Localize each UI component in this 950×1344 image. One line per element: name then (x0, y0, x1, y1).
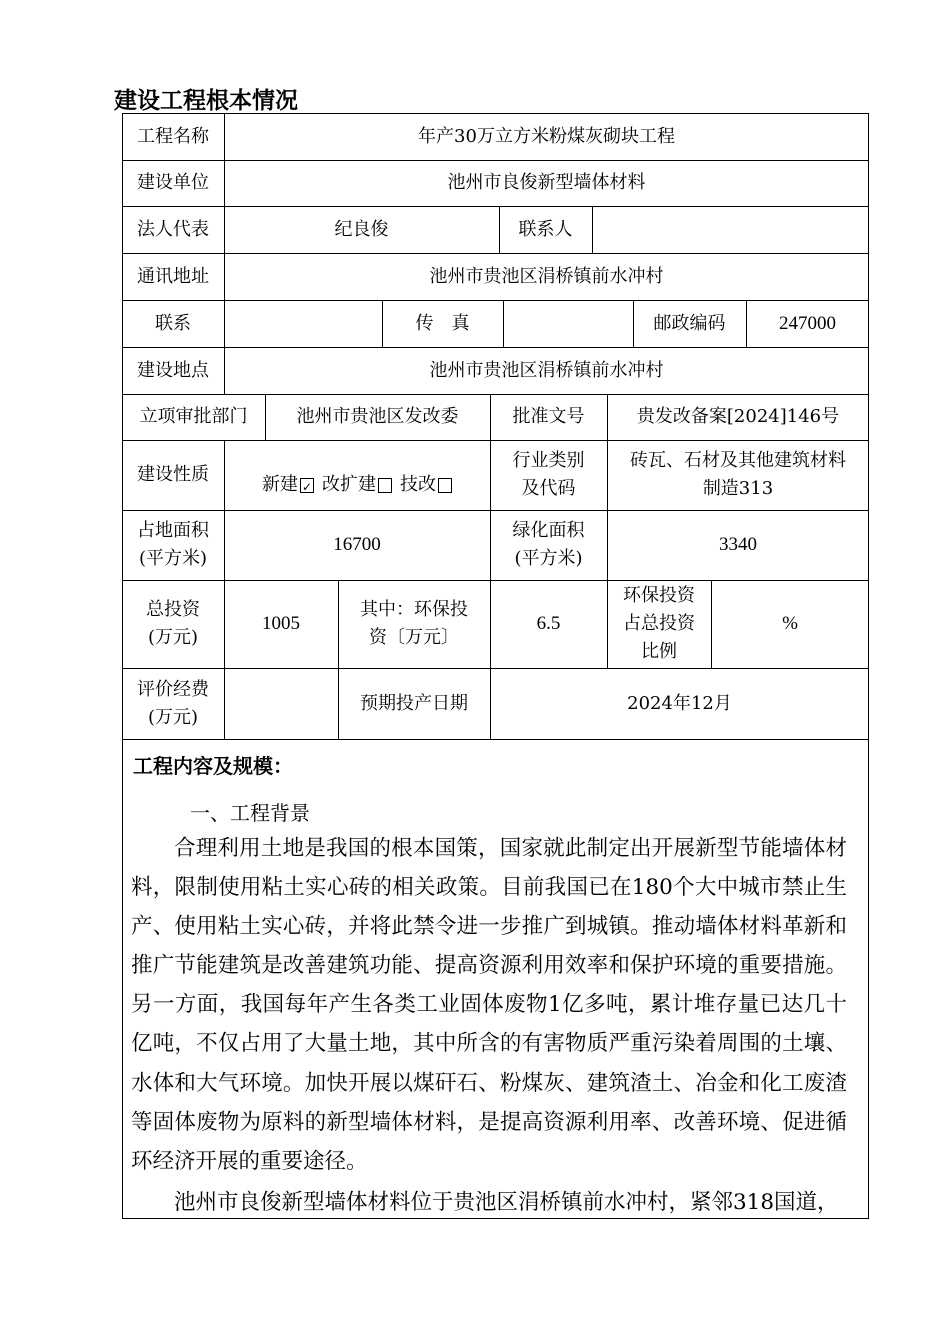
contact-label: 联系 (155, 312, 191, 334)
location-paragraph: 池州市良俊新型墙体材料位于贵池区涓桥镇前水冲村，紧邻318国道， (174, 1190, 839, 1215)
eval-fee-label-line1: 评价经费 (137, 678, 209, 700)
ratio-label-line3: 比例 (641, 641, 677, 662)
background-paragraph: 合理利用土地是我国的根本国策，国家就此制定出开展新型节能墙体材料，限制使用粘土实心砖的相关政策。目前我国已在180个大中城市禁止生产、使用粘土实心砖，并将此禁令进一步推广到城镇。推动墙体材料革新和推广节能建筑是改善建筑功能、提高资源利用效率和保护环境的重要措施。另一方面，我国每年产生各类工业固体废物1亿多吨，累计堆存量已达几十亿吨，不仅占用了大量土地，其中所含的有害物质严重污染着周围的土壤、水体和大气环境。加快开展以煤矸石、粉煤灰、建筑渣土、冶金和化工废渣等固体废物为原料的新型墙体材料，是提高资源利用率、改善环境、促进循环经济开展的重要途径。 (131, 836, 847, 1174)
ratio-value: % (782, 613, 798, 634)
env-invest-label-line1: 其中：环保投 (360, 599, 468, 620)
postcode-value: 247000 (779, 312, 836, 334)
env-invest-value: 6.5 (536, 613, 561, 634)
approval-no-label: 批准文号 (512, 406, 585, 427)
nature-new-label: 新建 (262, 474, 298, 495)
page-title: 建设工程根本情况 (114, 88, 298, 114)
industry-label (490, 440, 607, 510)
start-date-label: 预期投产日期 (360, 692, 468, 714)
industry-value-line2: 制造313 (702, 478, 774, 499)
invest-label-line2: (万元) (147, 627, 199, 648)
builder-value: 池州市良俊新型墙体材料 (447, 172, 646, 193)
start-date-value: 2024年12月 (627, 692, 732, 714)
green-label (490, 510, 607, 580)
env-invest-label-line2: 资〔万元〕 (369, 627, 459, 648)
area-label-line1: 占地面积 (137, 520, 209, 541)
legal-rep-value: 纪良俊 (334, 218, 389, 240)
nature-label: 建设性质 (137, 464, 209, 485)
fax-value (503, 300, 633, 347)
nature-new-checkbox[interactable] (300, 478, 314, 493)
invest-value: 1005 (262, 613, 300, 634)
contact-person-label: 联系人 (518, 218, 573, 240)
industry-label-line2: 及代码 (521, 478, 576, 499)
nature-expand-label: 改扩建 (322, 474, 376, 495)
nature-tech-label: 技改 (400, 474, 436, 495)
industry-value-line1: 砖瓦、石材及其他建筑材料 (630, 450, 846, 471)
site-label: 建设地点 (137, 359, 209, 381)
eval-fee-label-line2: (万元) (147, 706, 199, 728)
legal-rep-label: 法人代表 (137, 218, 209, 240)
fax-label: 传 真 (415, 312, 470, 334)
nature-expand-checkbox[interactable] (378, 478, 392, 493)
approval-no-value: 贵发改备案[2024]146号 (636, 406, 840, 427)
nature-tech-checkbox[interactable] (438, 478, 452, 493)
address-label: 通讯地址 (137, 265, 209, 287)
row-divider (122, 739, 869, 740)
approval-dept-label: 立项审批部门 (139, 406, 248, 427)
green-label-line1: 绿化面积 (512, 520, 585, 541)
address-value: 池州市贵池区涓桥镇前水冲村 (429, 265, 664, 287)
ratio-label (607, 580, 711, 668)
invest-label-line1: 总投资 (146, 599, 200, 620)
contact-person-value (592, 206, 869, 253)
content-subheading: 一、工程背景 (190, 801, 310, 825)
green-label-line2: (平方米) (514, 548, 583, 569)
site-value: 池州市贵池区涓桥镇前水冲村 (429, 359, 664, 381)
contact-value (224, 300, 382, 347)
project-name-value: 年产30万立方米粉煤灰砌块工程 (418, 125, 675, 147)
nature-options (224, 440, 490, 510)
eval-fee-value (224, 668, 338, 739)
green-value: 3340 (719, 534, 757, 555)
ratio-label-line2: 占总投资 (623, 613, 695, 634)
invest-label (122, 580, 224, 668)
area-value: 16700 (333, 534, 381, 555)
project-name-label: 工程名称 (137, 125, 209, 147)
eval-fee-label (122, 668, 224, 739)
area-label (122, 510, 224, 580)
approval-dept-value: 池州市贵池区发改委 (296, 406, 459, 427)
content-heading: 工程内容及规模： (133, 754, 293, 778)
industry-value (607, 440, 869, 510)
ratio-label-line1: 环保投资 (623, 585, 695, 606)
builder-label: 建设单位 (137, 172, 209, 193)
industry-label-line1: 行业类别 (512, 450, 585, 471)
env-invest-label (338, 580, 490, 668)
postcode-label: 邮政编码 (653, 312, 726, 334)
area-label-line2: (平方米) (138, 548, 208, 569)
